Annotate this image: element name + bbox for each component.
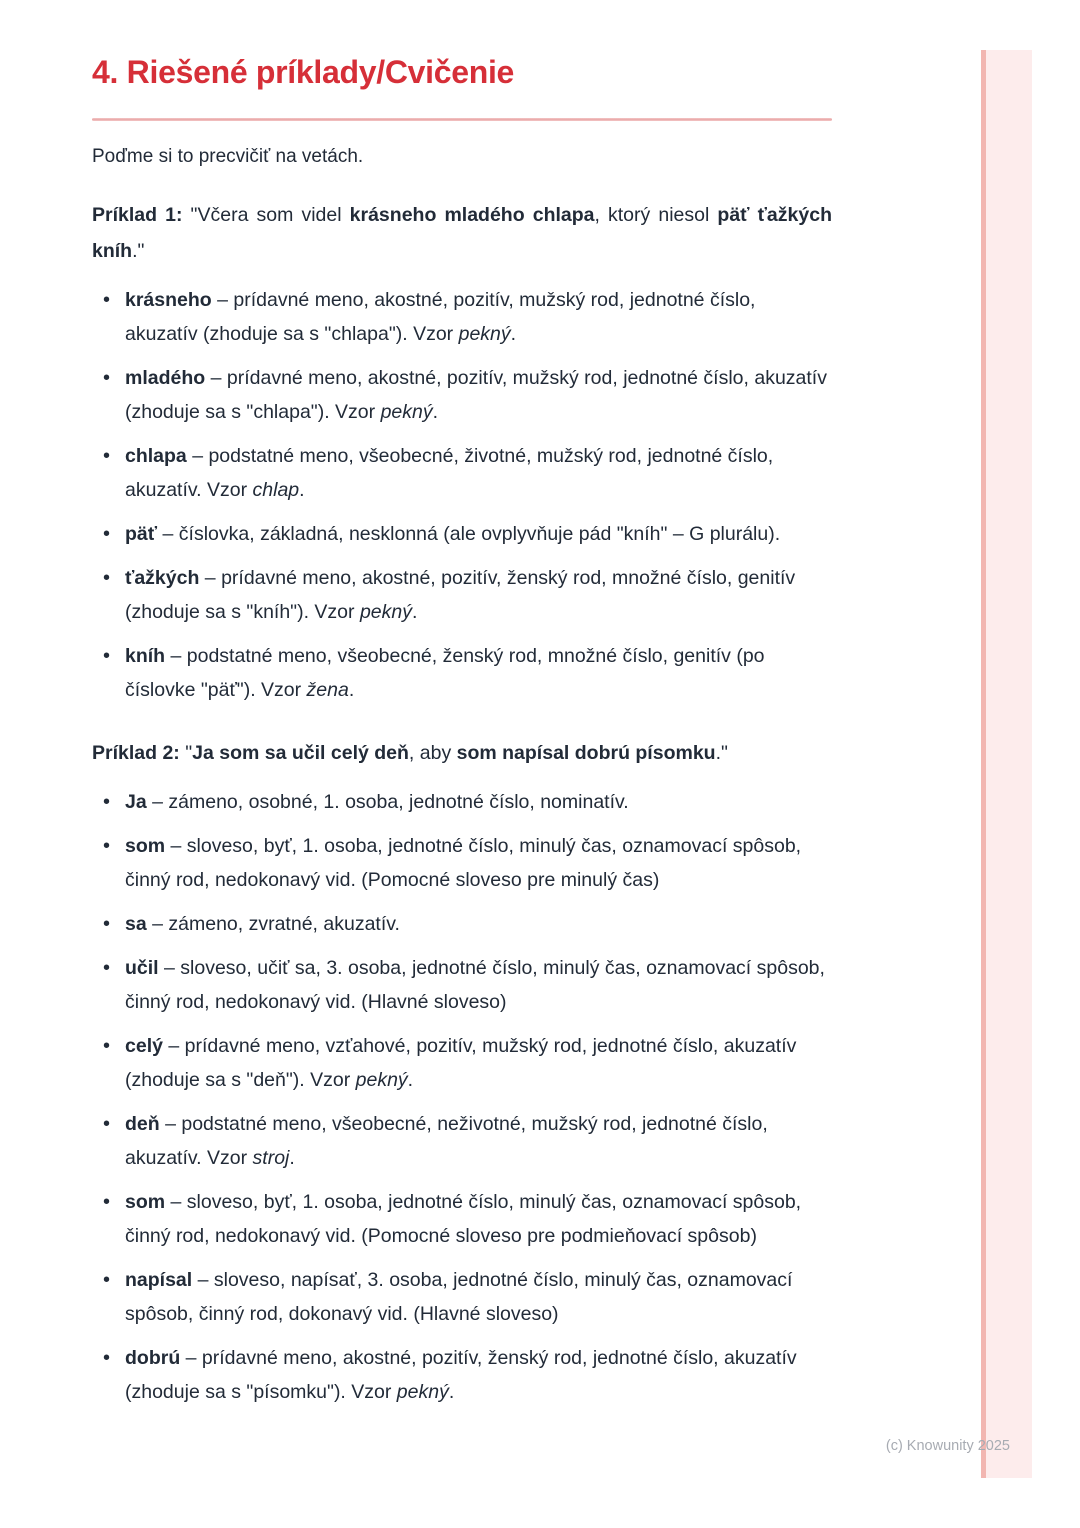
sentence-segment: ." bbox=[715, 742, 728, 764]
analyzed-word: celý bbox=[125, 1035, 163, 1057]
analyzed-word: krásneho bbox=[125, 289, 212, 311]
sentence-segment: som napísal dobrú písomku bbox=[456, 742, 716, 764]
example-2-section bbox=[92, 735, 832, 1409]
analysis-text: . bbox=[299, 479, 305, 501]
page-title: 4. Riešené príklady/Cvičenie bbox=[92, 54, 515, 90]
sentence-segment: ." bbox=[132, 240, 145, 262]
sentence-segment: , aby bbox=[408, 742, 457, 764]
example-2-sentence-segments bbox=[180, 742, 728, 764]
example-2-sentence bbox=[92, 735, 832, 771]
analysis-item bbox=[125, 829, 832, 897]
pattern-word: pekný bbox=[458, 323, 511, 345]
analysis-item bbox=[125, 639, 832, 707]
pattern-word: stroj bbox=[252, 1147, 290, 1169]
page-edge-accent-bar bbox=[981, 50, 1032, 1478]
analyzed-word: učil bbox=[125, 957, 159, 979]
analysis-text: – prídavné meno, akostné, pozitív, ženský rod, jednotné číslo, akuzatív (zhoduje sa s "písomku"). Vzor bbox=[125, 1347, 797, 1403]
analysis-text: . bbox=[289, 1147, 295, 1169]
example-1-label: Príklad 1: bbox=[92, 204, 183, 226]
analysis-text: – sloveso, byť, 1. osoba, jednotné číslo, minulý čas, oznamovací spôsob, činný rod, nedokonavý vid. (Pomocné sloveso pre podmieňovací spôsob) bbox=[125, 1191, 802, 1247]
analysis-text: – zámeno, zvratné, akuzatív. bbox=[146, 913, 400, 935]
pattern-word: chlap bbox=[252, 479, 300, 501]
analysis-item bbox=[125, 283, 832, 351]
analysis-item bbox=[125, 517, 832, 551]
document-content bbox=[92, 52, 832, 1409]
pattern-word: pekný bbox=[355, 1069, 408, 1091]
example-1-analysis-list bbox=[92, 283, 832, 707]
analysis-item bbox=[125, 561, 832, 629]
analyzed-word: sa bbox=[125, 913, 147, 935]
example-1-sentence bbox=[92, 197, 832, 269]
analysis-item bbox=[125, 1263, 832, 1331]
analysis-text: – prídavné meno, vzťahové, pozitív, mužský rod, jednotné číslo, akuzatív (zhoduje sa s "deň"). Vzor bbox=[125, 1035, 797, 1091]
analyzed-word: kníh bbox=[125, 645, 166, 667]
analysis-item bbox=[125, 951, 832, 1019]
analysis-text: – podstatné meno, všeobecné, neživotné, mužský rod, jednotné číslo, akuzatív. Vzor bbox=[125, 1113, 768, 1169]
analyzed-word: dobrú bbox=[125, 1347, 181, 1369]
analysis-text: . bbox=[432, 401, 439, 423]
sentence-segment: krásneho mladého chlapa bbox=[349, 204, 595, 226]
pattern-word: pekný bbox=[380, 401, 433, 423]
analyzed-word: chlapa bbox=[125, 445, 187, 467]
analysis-item bbox=[125, 1341, 832, 1409]
example-1-section bbox=[92, 197, 832, 707]
analysis-text: . bbox=[407, 1069, 414, 1091]
title-divider bbox=[92, 118, 832, 121]
example-2-analysis-list bbox=[92, 785, 832, 1409]
sentence-segment: " bbox=[179, 742, 193, 764]
analysis-item bbox=[125, 785, 832, 819]
sentence-segment: "Včera som videl bbox=[182, 204, 350, 226]
analysis-item bbox=[125, 361, 832, 429]
copyright-notice: (c) Knowunity 2025 bbox=[885, 1438, 1010, 1454]
analysis-text: – sloveso, učiť sa, 3. osoba, jednotné číslo, minulý čas, oznamovací spôsob, činný rod, nedokonavý vid. (Hlavné sloveso) bbox=[125, 957, 825, 1013]
analysis-text: – prídavné meno, akostné, pozitív, mužský rod, jednotné číslo, akuzatív (zhoduje sa s "chlapa"). Vzor bbox=[125, 289, 756, 345]
analysis-item bbox=[125, 1107, 832, 1175]
analysis-item bbox=[125, 1029, 832, 1097]
sentence-segment: päť ťažkých kníh bbox=[92, 204, 832, 262]
analysis-text: – prídavné meno, akostné, pozitív, ženský rod, množné číslo, genitív (zhoduje sa s "kníh"). Vzor bbox=[125, 567, 796, 623]
analyzed-word: Ja bbox=[125, 791, 147, 813]
analysis-item bbox=[125, 907, 832, 941]
analysis-text: – podstatné meno, všeobecné, životné, mužský rod, jednotné číslo, akuzatív. Vzor bbox=[125, 445, 774, 501]
analysis-text: . bbox=[348, 679, 355, 701]
pattern-word: žena bbox=[306, 679, 349, 701]
analyzed-word: som bbox=[125, 1191, 166, 1213]
analyzed-word: deň bbox=[125, 1113, 160, 1135]
pattern-word: pekný bbox=[396, 1381, 449, 1403]
analysis-item bbox=[125, 439, 832, 507]
analysis-text: . bbox=[510, 323, 517, 345]
analyzed-word: mladého bbox=[125, 367, 206, 389]
analysis-item bbox=[125, 1185, 832, 1253]
intro-text: Poďme si to precvičiť na vetách. bbox=[92, 146, 364, 167]
pattern-word: pekný bbox=[359, 601, 412, 623]
analysis-text: – zámeno, osobné, 1. osoba, jednotné číslo, nominatív. bbox=[146, 791, 629, 813]
analyzed-word: ťažkých bbox=[125, 567, 200, 589]
analysis-text: – sloveso, napísať, 3. osoba, jednotné číslo, minulý čas, oznamovací spôsob, činný rod, dokonavý vid. (Hlavné sloveso) bbox=[125, 1269, 793, 1325]
analyzed-word: napísal bbox=[125, 1269, 193, 1291]
example-1-sentence-segments bbox=[92, 204, 832, 262]
analyzed-word: päť bbox=[125, 523, 158, 545]
analysis-text: – podstatné meno, všeobecné, ženský rod, množné číslo, genitív (po číslovke "päť"). Vzor bbox=[125, 645, 765, 701]
analysis-text: . bbox=[448, 1381, 455, 1403]
analysis-text: – prídavné meno, akostné, pozitív, mužský rod, jednotné číslo, akuzatív (zhoduje sa s "chlapa"). Vzor bbox=[125, 367, 827, 423]
sentence-segment: Ja som sa učil celý deň bbox=[192, 742, 409, 764]
sentence-segment: , ktorý niesol bbox=[594, 204, 718, 226]
analysis-text: – sloveso, byť, 1. osoba, jednotné číslo, minulý čas, oznamovací spôsob, činný rod, nedokonavý vid. (Pomocné sloveso pre minulý čas) bbox=[125, 835, 802, 891]
analysis-text: – číslovka, základná, nesklonná (ale ovplyvňuje pád "kníh" – G plurálu). bbox=[157, 523, 781, 545]
analysis-text: . bbox=[412, 601, 418, 623]
analyzed-word: som bbox=[125, 835, 166, 857]
example-2-label: Príklad 2: bbox=[92, 742, 180, 764]
